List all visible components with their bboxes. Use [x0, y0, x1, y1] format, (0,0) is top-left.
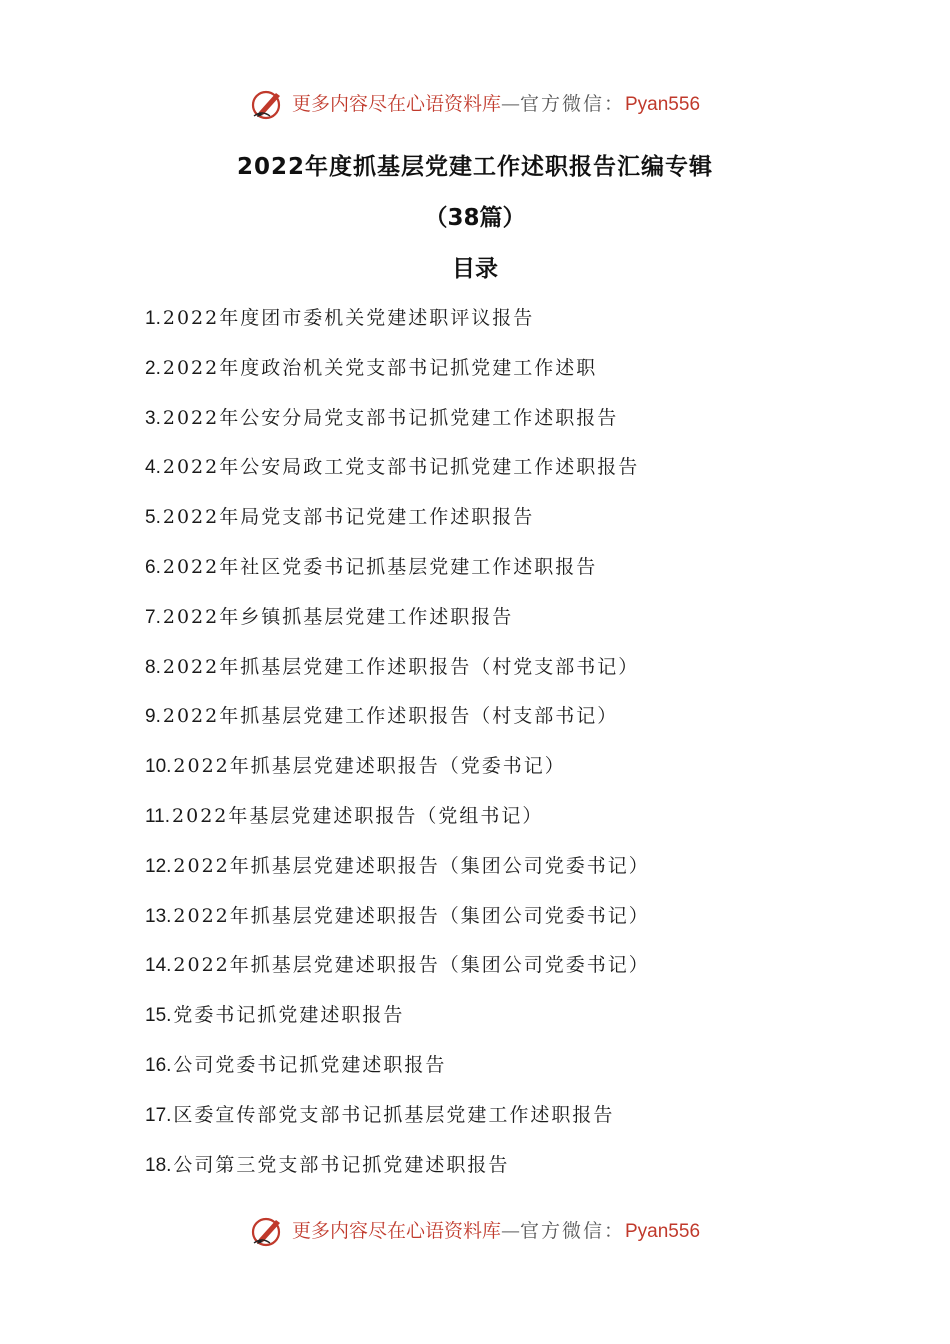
toc-item[interactable]	[145, 505, 650, 555]
toc-text: 2022年社区党委书记抓基层党建工作述职报告	[162, 555, 598, 578]
pen-logo-icon	[250, 86, 286, 122]
toc-number: 12.	[145, 855, 172, 877]
toc-number: 11.	[145, 805, 171, 827]
toc-item[interactable]	[145, 804, 650, 854]
pen-logo-icon	[250, 1213, 286, 1249]
toc-number: 1.	[145, 308, 161, 329]
document-count: （38篇）	[424, 205, 526, 231]
toc-item[interactable]	[145, 904, 650, 954]
toc-text: 党委书记抓党建述职报告	[173, 1004, 405, 1027]
toc-number: 16.	[145, 1054, 172, 1076]
toc-text: 区委宣传部党支部书记抓基层党建工作述职报告	[173, 1103, 615, 1126]
toc-item[interactable]	[145, 406, 650, 456]
toc-list	[145, 306, 650, 1202]
toc-item[interactable]	[145, 704, 650, 754]
toc-item[interactable]	[145, 655, 650, 705]
toc-number: 18.	[145, 1154, 172, 1176]
toc-text: 2022年抓基层党建述职报告（党委书记）	[173, 755, 566, 778]
toc-item[interactable]	[145, 1103, 650, 1153]
toc-number: 5.	[145, 507, 161, 529]
toc-text: 2022年基层党建述职报告（党组书记）	[172, 804, 544, 827]
toc-text: 2022年乡镇抓基层党建工作述职报告	[162, 605, 514, 628]
toc-number: 2.	[145, 357, 161, 379]
watermark-separator: —	[500, 92, 520, 115]
toc-item[interactable]	[145, 1053, 650, 1103]
toc-item[interactable]	[145, 953, 650, 1003]
toc-text: 2022年度政治机关党支部书记抓党建工作述职	[162, 356, 598, 379]
toc-item[interactable]	[145, 1153, 650, 1203]
watermark-wechat-label: 官方微信：	[519, 92, 625, 115]
toc-item[interactable]	[145, 1003, 650, 1053]
toc-item[interactable]	[145, 555, 650, 605]
toc-number: 15.	[145, 1005, 172, 1027]
toc-text: 公司第三党支部书记抓党建述职报告	[173, 1153, 510, 1176]
toc-text: 公司党委书记抓党建述职报告	[173, 1053, 447, 1076]
toc-item[interactable]	[145, 306, 650, 356]
document-title: 2022年度抓基层党建工作述职报告汇编专辑	[236, 154, 713, 180]
toc-item[interactable]	[145, 356, 650, 406]
toc-number: 9.	[145, 706, 161, 728]
toc-text: 2022年抓基层党建述职报告（集团公司党委书记）	[173, 904, 650, 927]
watermark-wechat-label: 官方微信：	[519, 1219, 625, 1242]
toc-text: 2022年公安分局党支部书记抓党建工作述职报告	[162, 406, 619, 429]
toc-number: 13.	[145, 905, 172, 927]
toc-number: 14.	[145, 955, 172, 977]
toc-text: 2022年抓基层党建述职报告（集团公司党委书记）	[173, 854, 650, 877]
watermark-prefix: 更多内容尽在心语资料库	[291, 92, 501, 115]
toc-item[interactable]	[145, 754, 650, 804]
toc-heading: 目录	[452, 256, 498, 282]
watermark-wechat-id: Pyan556	[625, 1220, 701, 1242]
toc-text: 2022年局党支部书记党建工作述职报告	[162, 506, 535, 529]
toc-number: 6.	[145, 556, 161, 578]
toc-text: 2022年抓基层党建工作述职报告（村党支部书记）	[162, 655, 640, 678]
toc-text: 2022年公安局政工党支部书记抓党建工作述职报告	[162, 456, 640, 479]
watermark-banner-bottom	[0, 1211, 950, 1251]
toc-item[interactable]	[145, 455, 650, 505]
toc-item[interactable]	[145, 605, 650, 655]
toc-text: 2022年抓基层党建工作述职报告（村支部书记）	[162, 705, 619, 728]
toc-number: 3.	[145, 407, 161, 429]
toc-number: 10.	[145, 756, 172, 778]
toc-number: 7.	[145, 606, 161, 628]
watermark-separator: —	[500, 1219, 520, 1242]
toc-text: 2022年度团市委机关党建述职评议报告	[162, 307, 535, 329]
toc-number: 4.	[145, 457, 161, 479]
toc-item[interactable]	[145, 854, 650, 904]
toc-number: 17.	[145, 1104, 172, 1126]
watermark-wechat-id: Pyan556	[625, 93, 701, 115]
watermark-prefix: 更多内容尽在心语资料库	[291, 1219, 501, 1242]
watermark-banner-top	[0, 84, 950, 124]
toc-text: 2022年抓基层党建述职报告（集团公司党委书记）	[173, 954, 650, 977]
toc-number: 8.	[145, 656, 161, 678]
